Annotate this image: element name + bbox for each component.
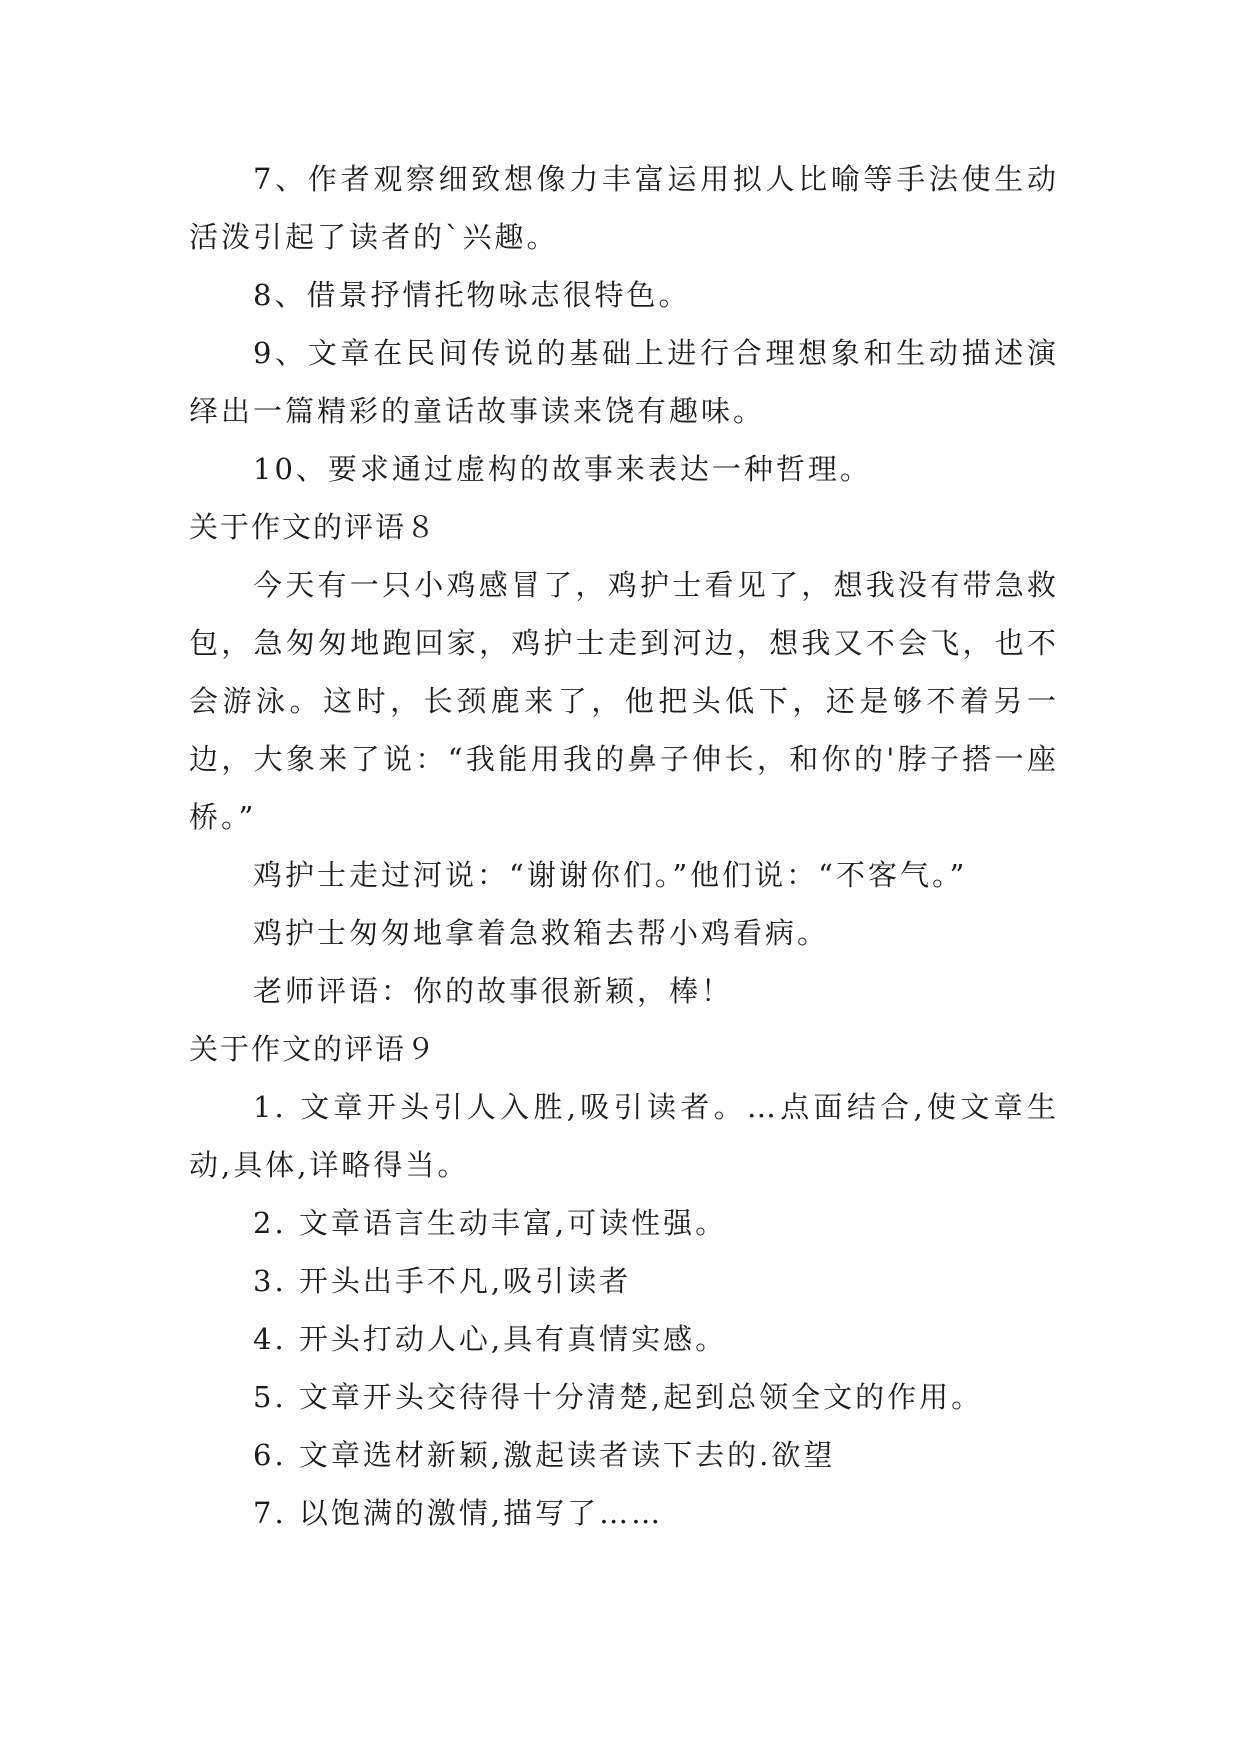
comment-list-item-7: 7. 以饱满的激情,描写了…… (253, 1496, 664, 1530)
comment-list-item-3: 3. 开头出手不凡,吸引读者 (253, 1264, 632, 1298)
comment-item-8: 8、借景抒情托物咏志很特色。 (253, 278, 691, 312)
teacher-comment: 老师评语：你的故事很新颖，棒！ (253, 974, 734, 1008)
comment-item-10: 10、要求通过虚构的故事来表达一种哲理。 (253, 452, 872, 486)
section-heading-8: 关于作文的评语８ (189, 510, 438, 544)
section-heading-9: 关于作文的评语９ (189, 1032, 438, 1066)
comment-list-item-4: 4. 开头打动人心,具有真情实感。 (253, 1322, 728, 1356)
story-paragraph-3: 鸡护士匆匆地拿着急救箱去帮小鸡看病。 (253, 916, 830, 950)
comment-list-item-6: 6. 文章选材新颖,激起读者读下去的.欲望 (253, 1438, 836, 1472)
comment-item-7: 7、作者观察细致想像力丰富运用拟人比喻等手法使生动活泼引起了读者的`兴趣。 (189, 162, 1059, 254)
comment-item-9: 9、文章在民间传说的基础上进行合理想象和生动描述演绎出一篇精彩的童话故事读来饶有趣味。 (189, 336, 1059, 428)
story-paragraph-1: 今天有一只小鸡感冒了，鸡护士看见了，想我没有带急救包，急匆匆地跑回家，鸡护士走到河边，想我又不会飞，也不会游泳。这时，长颈鹿来了，他把头低下，还是够不着另一边，大象来了说：“我能用我的鼻子伸长，和你的'脖子搭一座桥。” (189, 568, 1059, 834)
comment-list-item-1: 1. 文章开头引人入胜,吸引读者。…点面结合,使文章生动,具体,详略得当。 (189, 1090, 1059, 1182)
comment-list-item-5: 5. 文章开头交待得十分清楚,起到总领全文的作用。 (253, 1380, 984, 1414)
story-paragraph-2: 鸡护士走过河说：“谢谢你们。”他们说：“不客气。” (253, 858, 968, 892)
document-page (189, 150, 1059, 1542)
comment-list-item-2: 2. 文章语言生动丰富,可读性强。 (253, 1206, 728, 1240)
